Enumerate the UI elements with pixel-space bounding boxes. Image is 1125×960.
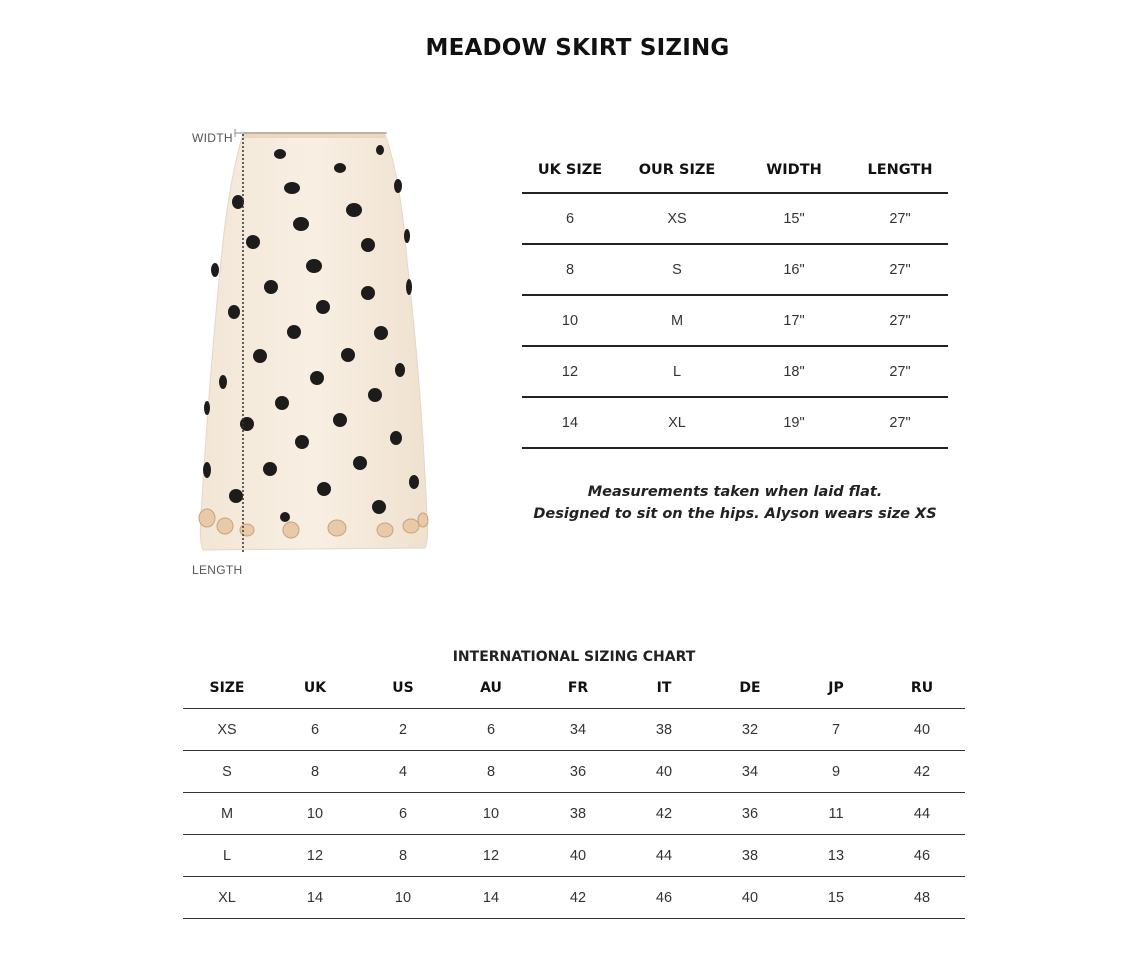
uk-cell: 14	[271, 877, 359, 919]
table-row	[183, 835, 965, 877]
intl-header-row	[183, 668, 965, 709]
our-size-cell: XS	[618, 193, 736, 244]
us-cell: 2	[359, 709, 447, 751]
us-cell: 10	[359, 877, 447, 919]
size-table-header-row	[522, 148, 948, 193]
uk-cell: 8	[271, 751, 359, 793]
measurement-note	[520, 481, 950, 525]
width-cell: 18"	[736, 346, 852, 397]
au-cell: 12	[447, 835, 535, 877]
table-row	[522, 397, 948, 448]
ru-cell: 44	[879, 793, 965, 835]
table-row	[183, 793, 965, 835]
size-cell: XS	[183, 709, 271, 751]
size-cell: XL	[183, 877, 271, 919]
it-cell: 44	[621, 835, 707, 877]
our-size-cell: S	[618, 244, 736, 295]
de-cell: 34	[707, 751, 793, 793]
header-uk: UK	[271, 668, 359, 709]
it-cell: 42	[621, 793, 707, 835]
fr-cell: 34	[535, 709, 621, 751]
header-uk-size: UK SIZE	[522, 148, 618, 193]
length-cell: 27"	[852, 346, 948, 397]
au-cell: 6	[447, 709, 535, 751]
our-size-cell: L	[618, 346, 736, 397]
au-cell: 10	[447, 793, 535, 835]
width-label: WIDTH	[192, 131, 233, 145]
jp-cell: 9	[793, 751, 879, 793]
header-size: SIZE	[183, 668, 271, 709]
jp-cell: 7	[793, 709, 879, 751]
length-cell: 27"	[852, 397, 948, 448]
header-fr: FR	[535, 668, 621, 709]
au-cell: 14	[447, 877, 535, 919]
fr-cell: 38	[535, 793, 621, 835]
de-cell: 32	[707, 709, 793, 751]
width-cell: 15"	[736, 193, 852, 244]
header-jp: JP	[793, 668, 879, 709]
it-cell: 40	[621, 751, 707, 793]
length-cell: 27"	[852, 244, 948, 295]
header-our-size: OUR SIZE	[618, 148, 736, 193]
uk-size-cell: 12	[522, 346, 618, 397]
uk-size-cell: 8	[522, 244, 618, 295]
uk-cell: 6	[271, 709, 359, 751]
table-row	[183, 709, 965, 751]
size-cell: S	[183, 751, 271, 793]
our-size-cell: M	[618, 295, 736, 346]
international-sizing-table	[183, 668, 965, 919]
uk-cell: 12	[271, 835, 359, 877]
length-cell: 27"	[852, 193, 948, 244]
it-cell: 46	[621, 877, 707, 919]
header-length: LENGTH	[852, 148, 948, 193]
our-size-cell: XL	[618, 397, 736, 448]
it-cell: 38	[621, 709, 707, 751]
table-row	[522, 193, 948, 244]
table-row	[522, 295, 948, 346]
fr-cell: 36	[535, 751, 621, 793]
de-cell: 36	[707, 793, 793, 835]
note-line-1: Measurements taken when laid flat.	[587, 484, 883, 500]
ru-cell: 48	[879, 877, 965, 919]
header-de: DE	[707, 668, 793, 709]
table-row	[522, 244, 948, 295]
jp-cell: 15	[793, 877, 879, 919]
size-table	[522, 148, 948, 449]
header-width: WIDTH	[736, 148, 852, 193]
size-cell: M	[183, 793, 271, 835]
uk-size-cell: 10	[522, 295, 618, 346]
international-chart-title: INTERNATIONAL SIZING CHART	[452, 649, 696, 665]
us-cell: 8	[359, 835, 447, 877]
us-cell: 4	[359, 751, 447, 793]
table-row	[183, 877, 965, 919]
page-title: MEADOW SKIRT SIZING	[425, 35, 730, 61]
jp-cell: 11	[793, 793, 879, 835]
table-row	[522, 346, 948, 397]
ru-cell: 42	[879, 751, 965, 793]
width-cell: 16"	[736, 244, 852, 295]
header-au: AU	[447, 668, 535, 709]
de-cell: 38	[707, 835, 793, 877]
jp-cell: 13	[793, 835, 879, 877]
header-ru: RU	[879, 668, 965, 709]
table-row	[183, 751, 965, 793]
uk-size-cell: 6	[522, 193, 618, 244]
fr-cell: 40	[535, 835, 621, 877]
polka-dot-skirt-illustration	[185, 120, 445, 590]
uk-cell: 10	[271, 793, 359, 835]
us-cell: 6	[359, 793, 447, 835]
ru-cell: 46	[879, 835, 965, 877]
au-cell: 8	[447, 751, 535, 793]
length-cell: 27"	[852, 295, 948, 346]
length-label: LENGTH	[192, 563, 243, 577]
size-cell: L	[183, 835, 271, 877]
skirt-illustration	[185, 120, 445, 590]
uk-size-cell: 14	[522, 397, 618, 448]
ru-cell: 40	[879, 709, 965, 751]
header-it: IT	[621, 668, 707, 709]
width-cell: 19"	[736, 397, 852, 448]
fr-cell: 42	[535, 877, 621, 919]
header-us: US	[359, 668, 447, 709]
width-cell: 17"	[736, 295, 852, 346]
de-cell: 40	[707, 877, 793, 919]
note-line-2: Designed to sit on the hips. Alyson wears size XS	[533, 506, 937, 522]
